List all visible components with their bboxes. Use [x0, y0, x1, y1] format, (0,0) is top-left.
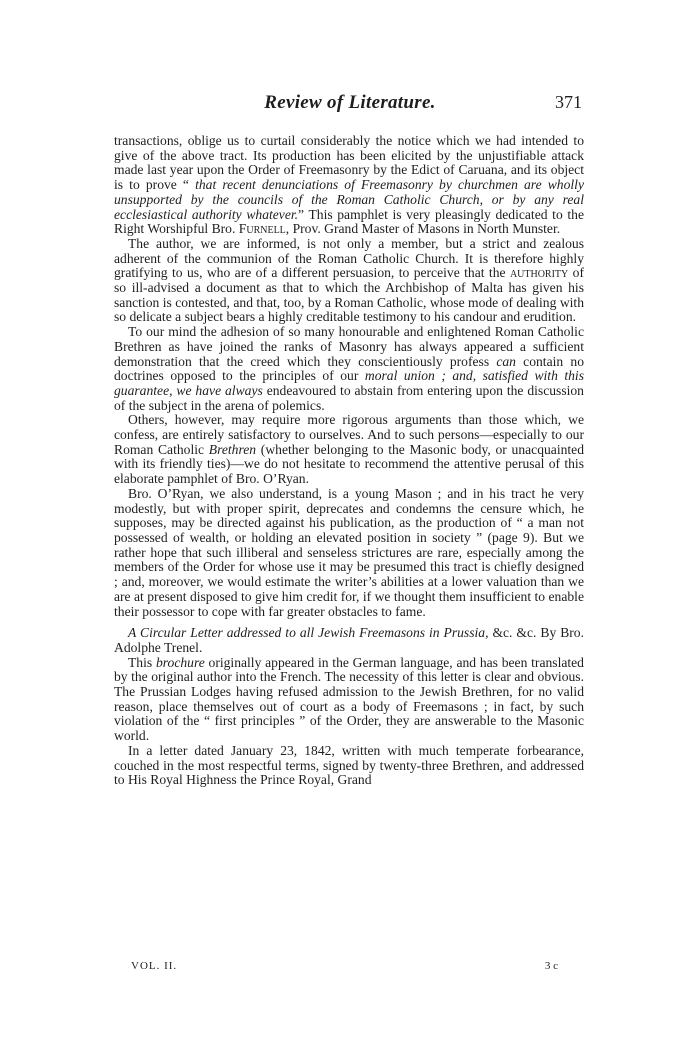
- text-run: of so ill-advised a document as that to which the Archbishop of Malta has given his sanction is contested, and that, too, by a Roman Catholic, whose mode of dealing with so delicate a subject bears a highly creditable testimony to his candour and erudition.: [114, 265, 584, 325]
- page-footer: [131, 960, 558, 974]
- text-run: &c. &c. By Bro. Adolphe Trenel.: [114, 625, 584, 655]
- italic-text: can: [496, 353, 516, 369]
- text-run: , Prov. Grand Master of Masons in North Munster.: [285, 221, 561, 237]
- text-run: The author, we are informed, is not only a member, but a strict and zealous adherent of the communion of the Roman Catholic Church. It is therefore highly gratifying to us, who are of a different persuasion, to perceive that the: [114, 235, 584, 281]
- paragraph-oryan: [114, 487, 584, 619]
- text-run: (whether belonging to the Masonic body, or unacquainted with its friendly ties)—we do not hesitate to recommend the attentive perusal of this elaborate pamphlet of Bro. O’Ryan.: [114, 441, 584, 487]
- text-run: In a letter dated January 23, 1842, written with much temperate forbearance, couched in the most respectful terms, signed by twenty-three Brethren, and addressed to His Royal Highness the Prince Royal, Grand: [114, 742, 584, 788]
- signature-mark: 3 c: [544, 960, 558, 972]
- text-run: contain no doctrines opposed to the principles of our: [114, 353, 584, 384]
- review-heading: [114, 626, 584, 655]
- volume-label: VOL. II.: [131, 960, 178, 972]
- paragraph-brochure: [114, 656, 584, 744]
- italic-text: brochure: [155, 654, 205, 670]
- paragraph-others: [114, 413, 584, 487]
- text-run: Others, however, may require more rigorous arguments than those which, we confess, are entirely satisfactory to ourselves. And to such persons—especially to our Roman Catholic: [114, 412, 584, 457]
- page-number: 371: [555, 92, 582, 112]
- text-run: originally appeared in the German language, and has been translated by the original author into the French. The necessity of this letter is clear and obvious. The Prussian Lodges having refused admission to the Jewish Brethren, for no valid reason, place themselves out of court as a body of Freemasons ; in fact, by such violation of the “ first principles ” of the Order, they are answerable to the Masonic world.: [114, 654, 584, 744]
- smallcaps-text: authority: [509, 265, 569, 281]
- text-run: ” This pamphlet is very pleasingly dedicated to the Right Worshipful Bro.: [114, 206, 584, 237]
- text-run: endeavoured to abstain from entering upon the discussion of the subject in the arena of polemics.: [114, 382, 584, 413]
- text-run: transactions, oblige us to curtail considerably the notice which we had intended to give of the above tract. Its production has been elicited by the unjustifiable attack made last year upon the Order of Freemasonry by the Edict of Caruana, and its object is to prove “: [114, 133, 584, 193]
- italic-text: moral union ; and, satisfied with this guarantee, we have always: [114, 368, 585, 398]
- italic-text: A Circular Letter addressed to all Jewish Freemasons in Prussia,: [128, 625, 489, 641]
- body-text: [114, 134, 584, 788]
- text-run: Bro. O’Ryan, we also understand, is a young Mason ; and in his tract he very modestly, but with proper spirit, deprecates and condemns the censure which, he supposes, may be directed against his publication, as the production of “ a man not possessed of wealth, or holding an elevated position in society ” (page 9). But we rather hope that such illiberal and senseless strictures are rare, especially among the members of the Order for whose use it may be presumed this tract is chiefly designed ; and, moreover, we would estimate the writer’s abilities at a lower valuation than we are at present disposed to give him credit for, if we thought them insufficient to enable their possessor to cope with far greater obstacles to fame.: [114, 485, 584, 619]
- page-header: [118, 92, 582, 118]
- smallcaps-text: Furnell: [238, 221, 286, 237]
- italic-text: that recent denunciations of Freemasonry by churchmen are wholly unsupported by the councils of the Roman Catholic Church, or by any real ecclesiastical authority whatever.: [114, 177, 584, 222]
- paragraph-author: [114, 237, 584, 325]
- text-run: This: [128, 654, 156, 670]
- paragraph-letter: [114, 744, 584, 788]
- paragraph-adhesion: [114, 325, 584, 413]
- running-title: Review of Literature.: [264, 92, 436, 113]
- text-run: To our mind the adhesion of so many honourable and enlightened Roman Catholic Brethren as have joined the ranks of Masonry has always appeared a sufficient demonstration that the creed which they conscientiously profess: [114, 324, 584, 369]
- paragraph-continuation: [114, 134, 584, 237]
- italic-text: Brethren: [208, 441, 257, 457]
